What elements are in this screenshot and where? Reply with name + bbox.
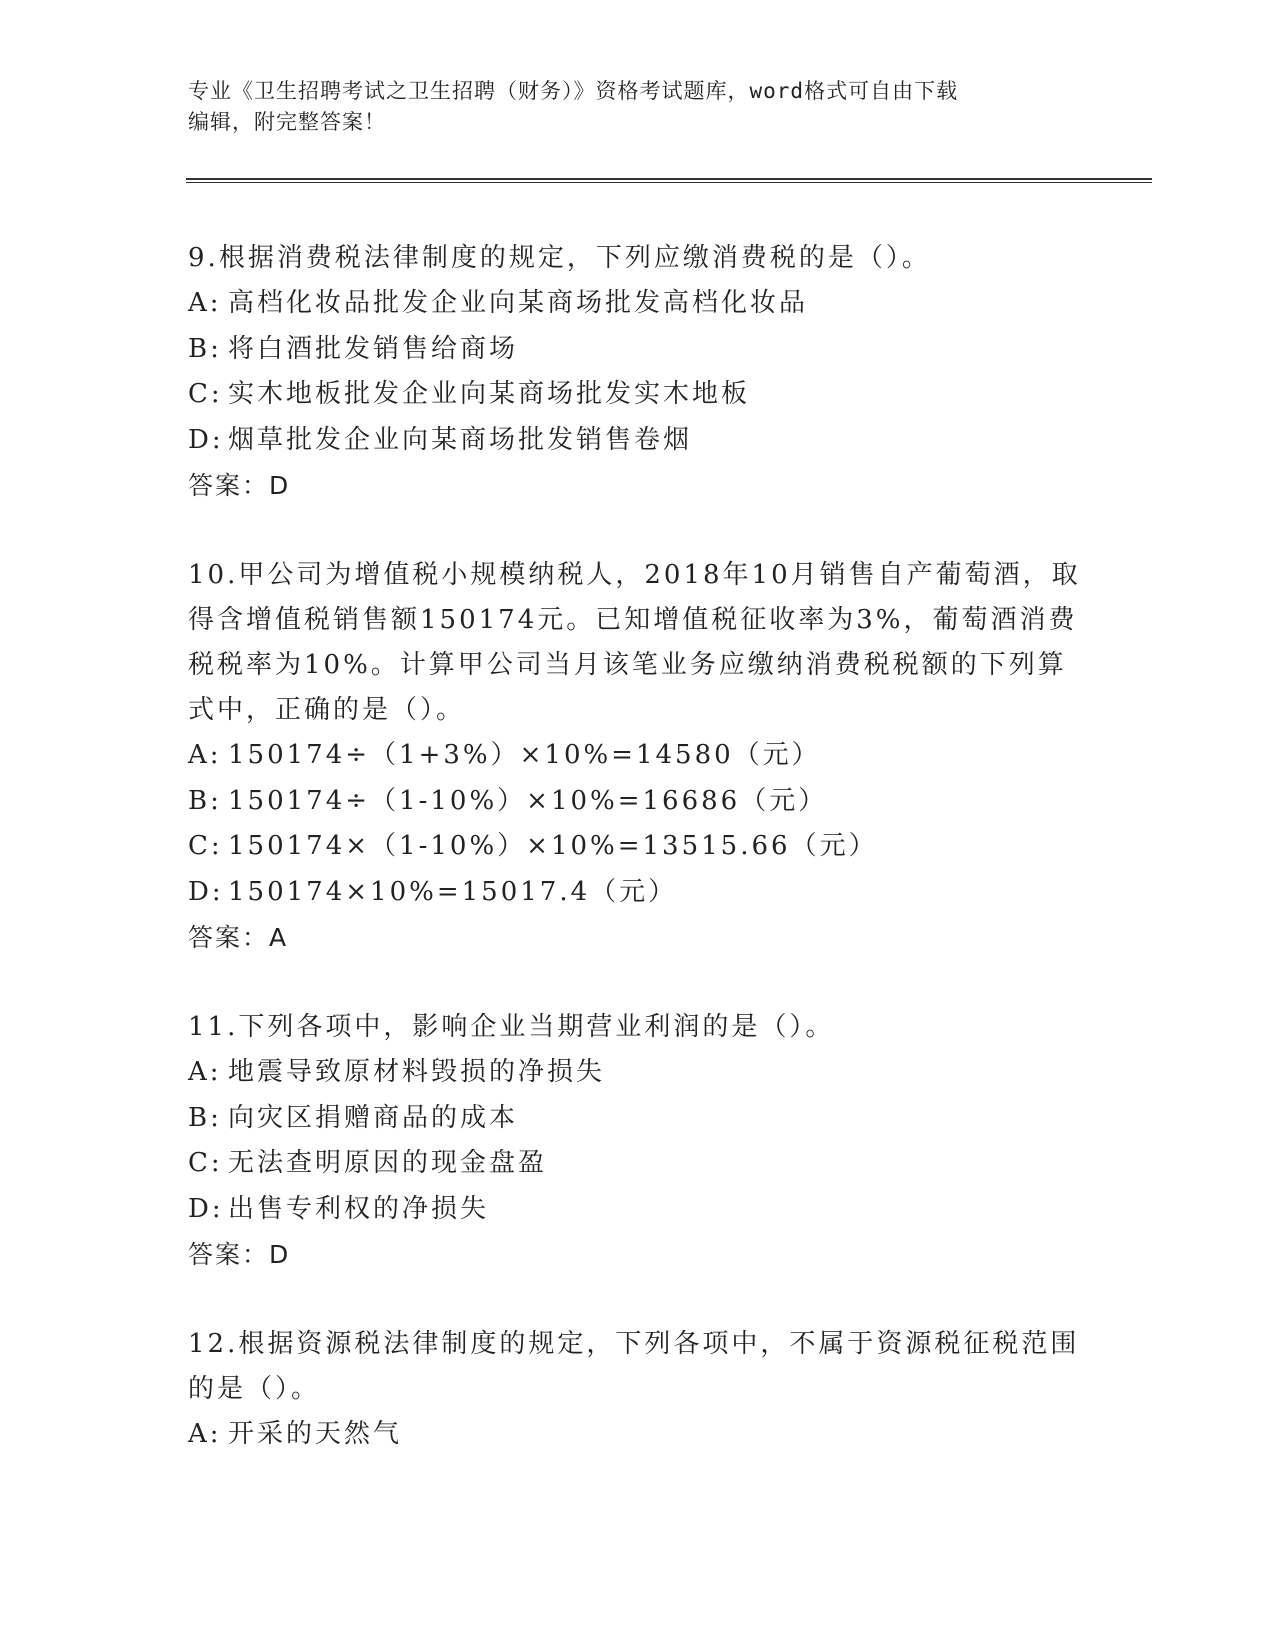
document-header <box>188 76 1068 138</box>
option-letter: D: <box>188 1193 224 1224</box>
option-letter: C: <box>188 1148 223 1178</box>
option-letter: D: <box>188 424 224 455</box>
option-b <box>188 327 1088 373</box>
question-12 <box>188 1322 1088 1458</box>
option-text: 150174×（1-10%）×10%=13515.66（元） <box>228 831 878 861</box>
question-11 <box>188 1005 1088 1278</box>
question-number: 11. <box>188 1012 239 1042</box>
option-text: 高档化妆品批发企业向某商场批发高档化妆品 <box>228 288 809 318</box>
option-text: 将白酒批发销售给商场 <box>228 333 519 364</box>
option-d <box>188 1187 1088 1233</box>
option-text: 150174÷（1+3%）×10%=14580（元） <box>228 740 821 770</box>
option-d <box>188 418 1088 464</box>
option-letter: A: <box>188 740 222 770</box>
question-text: 11.下列各项中，影响企业当期营业利润的是（）。 <box>188 1012 835 1042</box>
option-text: 烟草批发企业向某商场批发销售卷烟 <box>228 424 693 455</box>
question-text: 12.根据资源税法律制度的规定，下列各项中，不属于资源税征税范围的是（）。 <box>188 1329 1080 1404</box>
option-letter: B: <box>188 333 222 364</box>
question-list <box>188 236 1088 1502</box>
header-line-2: 编辑，附完整答案！ <box>188 110 386 134</box>
option-letter: A: <box>188 288 222 318</box>
option-letter: A: <box>188 1419 222 1449</box>
question-text: 9.根据消费税法律制度的规定，下列应缴消费税的是（）。 <box>188 243 931 273</box>
option-text: 150174×10%=15017.4（元） <box>228 876 678 907</box>
question-number: 12. <box>188 1329 239 1359</box>
option-a <box>188 1412 1088 1458</box>
option-b <box>188 779 1088 825</box>
option-text: 150174÷（1-10%）×10%=16686（元） <box>228 785 828 816</box>
answer: 答案：D <box>188 471 291 500</box>
option-letter: B: <box>188 785 222 816</box>
question-number: 10. <box>188 560 239 590</box>
question-10 <box>188 553 1088 961</box>
option-letter: D: <box>188 876 224 907</box>
option-text: 实木地板批发企业向某商场批发实木地板 <box>228 379 751 409</box>
answer: 答案：D <box>188 1240 291 1269</box>
option-a <box>188 1050 1088 1096</box>
option-letter: C: <box>188 379 223 409</box>
option-d <box>188 870 1088 916</box>
option-text: 开采的天然气 <box>228 1419 403 1449</box>
option-text: 向灾区捐赠商品的成本 <box>228 1102 519 1133</box>
option-c <box>188 1141 1088 1187</box>
option-letter: C: <box>188 831 223 861</box>
option-text: 地震导致原材料毁损的净损失 <box>228 1057 606 1087</box>
option-a <box>188 281 1088 327</box>
option-letter: B: <box>188 1102 222 1133</box>
answer: 答案：A <box>188 923 289 952</box>
question-number: 9. <box>188 243 219 273</box>
header-divider <box>186 178 1152 183</box>
header-line-1: 专业《卫生招聘考试之卫生招聘（财务）》资格考试题库，word格式可自由下载 <box>188 79 959 103</box>
option-c <box>188 824 1088 870</box>
question-9 <box>188 236 1088 509</box>
option-a <box>188 733 1088 779</box>
option-text: 出售专利权的净损失 <box>228 1193 490 1224</box>
option-b <box>188 1096 1088 1142</box>
option-text: 无法查明原因的现金盘盈 <box>228 1148 548 1178</box>
question-text: 10.甲公司为增值税小规模纳税人，2018年10月销售自产葡萄酒，取得含增值税销售额150174元。已知增值税征收率为3%，葡萄酒消费税税率为10%。计算甲公司当月该笔业务应缴纳消费税税额的下列算式中，正确的是（）。 <box>188 560 1081 725</box>
option-letter: A: <box>188 1057 222 1087</box>
option-c <box>188 372 1088 418</box>
